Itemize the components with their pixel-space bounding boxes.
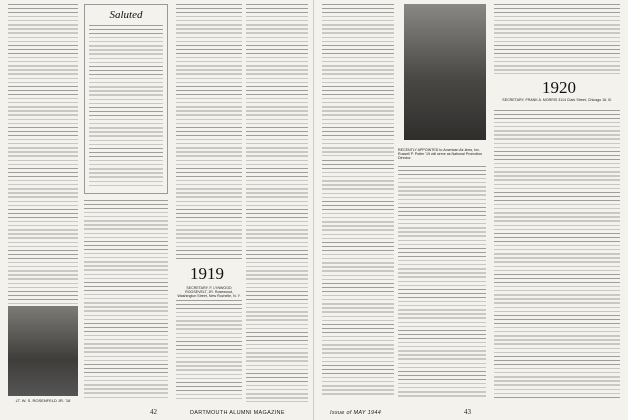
- left-col2-text: [84, 200, 168, 400]
- right-page: [314, 0, 628, 420]
- page-number-left: 42: [150, 408, 157, 416]
- right-col1b-text: [322, 160, 394, 398]
- right-col2-text: [398, 166, 486, 398]
- portrait-photo: [404, 4, 486, 140]
- right-col3-text: [494, 4, 620, 74]
- secretary-1919: SECRETARY, F. LYNWOOD ROOSEVELT, JR. Rosewood, Washington Street, New Rochelle, N. Y.: [177, 286, 241, 298]
- page-number-right: 43: [464, 408, 471, 416]
- class-year-1919: 1919: [190, 264, 224, 283]
- soldier-photo: [8, 306, 78, 396]
- left-col3b-text: [176, 300, 242, 400]
- left-col4-text: [246, 4, 308, 402]
- footer-left: DARTMOUTH ALUMNI MAGAZINE: [190, 410, 285, 416]
- footer-right: Issue of MAY 1944: [330, 410, 382, 416]
- photo-caption: LT. W. S. ROSENFELD JR. '18: [15, 398, 71, 403]
- saluted-title: Saluted: [109, 9, 143, 21]
- right-col1-text: [322, 4, 394, 156]
- portrait-caption: RECENTLY APPOINTED to American Air-lines, Inc. Russell P. Potter '19 will serve as National Promotion Director.: [398, 148, 483, 161]
- secretary-1920: SECRETARY, FRANK A. MORRIS 3114 Clark Street, Chicago 16, Ill.: [502, 98, 612, 102]
- left-col1-text: [8, 4, 78, 304]
- saluted-box: [84, 4, 168, 194]
- right-col3b-text: [494, 110, 620, 398]
- class-year-1920: 1920: [542, 78, 576, 97]
- saluted-text-block: [89, 25, 163, 189]
- left-col3-text: [176, 4, 242, 262]
